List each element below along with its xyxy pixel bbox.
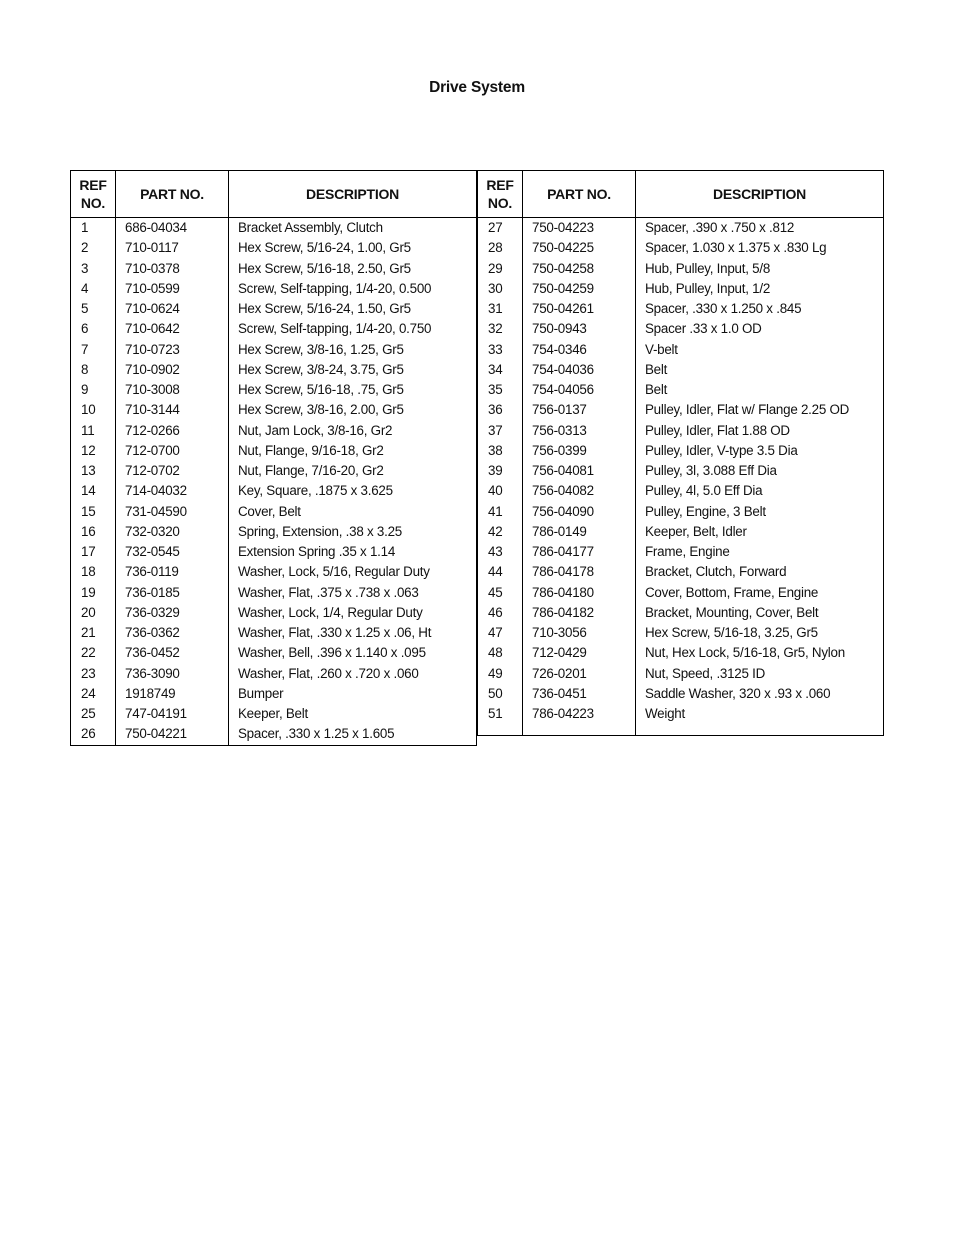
description-header: DESCRIPTION [229,171,477,218]
table-row [478,380,884,400]
table-row [478,562,884,582]
table-row [71,502,477,522]
description-cell: Screw, Self-tapping, 1/4-20, 0.750 [229,319,477,339]
part-no-cell: 736-0451 [523,684,636,704]
table-row [478,319,884,339]
empty-cell [636,724,884,736]
part-no-cell: 726-0201 [523,664,636,684]
part-no-cell: 732-0545 [116,542,229,562]
ref-no-cell: 33 [478,340,523,360]
ref-no-cell: 2 [71,238,116,258]
ref-no-cell: 10 [71,400,116,420]
description-cell: Bracket, Clutch, Forward [636,562,884,582]
ref-no-cell: 49 [478,664,523,684]
description-cell: Hub, Pulley, Input, 5/8 [636,259,884,279]
ref-no-cell: 30 [478,279,523,299]
part-no-cell: 750-04258 [523,259,636,279]
ref-no-cell: 44 [478,562,523,582]
ref-no-cell: 14 [71,481,116,501]
description-cell: Washer, Flat, .375 x .738 x .063 [229,583,477,603]
table-row [478,522,884,542]
ref-header-line2: NO. [487,195,513,211]
description-cell: Pulley, Idler, Flat w/ Flange 2.25 OD [636,400,884,420]
description-header: DESCRIPTION [636,171,884,218]
part-no-cell: 786-04182 [523,603,636,623]
ref-no-cell: 51 [478,704,523,724]
table-header-row [478,171,884,218]
table-row [71,481,477,501]
empty-cell [478,724,523,736]
table-row [71,360,477,380]
description-cell: Saddle Washer, 320 x .93 x .060 [636,684,884,704]
part-no-cell: 786-0149 [523,522,636,542]
ref-no-cell: 15 [71,502,116,522]
description-cell: Washer, Lock, 1/4, Regular Duty [229,603,477,623]
table-row [478,238,884,258]
part-no-cell: 710-3008 [116,380,229,400]
table-row [71,380,477,400]
description-cell: Washer, Flat, .260 x .720 x .060 [229,664,477,684]
table-row [478,441,884,461]
part-no-cell: 750-04225 [523,238,636,258]
ref-header-line1: REF [486,177,514,193]
ref-no-cell: 18 [71,562,116,582]
description-cell: Spacer, .390 x .750 x .812 [636,218,884,239]
description-cell: Nut, Jam Lock, 3/8-16, Gr2 [229,421,477,441]
description-cell: Hub, Pulley, Input, 1/2 [636,279,884,299]
ref-no-cell: 5 [71,299,116,319]
part-no-cell: 747-04191 [116,704,229,724]
ref-no-cell: 16 [71,522,116,542]
ref-no-cell: 35 [478,380,523,400]
table-row [478,461,884,481]
table-row [478,603,884,623]
table-row [71,603,477,623]
table-row [71,461,477,481]
part-no-cell: 712-0429 [523,643,636,663]
description-cell: Washer, Flat, .330 x 1.25 x .06, Ht [229,623,477,643]
part-no-cell: 686-04034 [116,218,229,239]
part-no-cell: 710-0902 [116,360,229,380]
ref-no-cell: 48 [478,643,523,663]
ref-no-cell: 47 [478,623,523,643]
part-no-cell: 710-3056 [523,623,636,643]
table-row [478,481,884,501]
part-no-header: PART NO. [116,171,229,218]
part-no-cell: 750-0943 [523,319,636,339]
table-row [71,340,477,360]
part-no-cell: 756-04081 [523,461,636,481]
ref-no-cell: 50 [478,684,523,704]
table-row [71,664,477,684]
table-row [478,542,884,562]
part-no-cell: 756-0137 [523,400,636,420]
description-cell: Screw, Self-tapping, 1/4-20, 0.500 [229,279,477,299]
description-cell: Pulley, Engine, 3 Belt [636,502,884,522]
description-cell: Keeper, Belt [229,704,477,724]
ref-no-header [478,171,523,218]
ref-no-cell: 6 [71,319,116,339]
description-cell: Cover, Bottom, Frame, Engine [636,583,884,603]
ref-no-cell: 20 [71,603,116,623]
description-cell: Nut, Flange, 7/16-20, Gr2 [229,461,477,481]
part-no-cell: 710-0642 [116,319,229,339]
part-no-header: PART NO. [523,171,636,218]
description-cell: Hex Screw, 3/8-24, 3.75, Gr5 [229,360,477,380]
ref-no-cell: 26 [71,724,116,745]
ref-no-cell: 17 [71,542,116,562]
part-no-cell: 712-0700 [116,441,229,461]
ref-no-cell: 34 [478,360,523,380]
part-no-cell: 754-04056 [523,380,636,400]
table-body [71,218,477,746]
ref-no-cell: 38 [478,441,523,461]
parts-table-left [70,170,477,746]
ref-no-cell: 1 [71,218,116,239]
part-no-cell: 710-0723 [116,340,229,360]
table-header-row [71,171,477,218]
table-row [71,684,477,704]
part-no-cell: 754-04036 [523,360,636,380]
description-cell: Pulley, 4l, 5.0 Eff Dia [636,481,884,501]
part-no-cell: 710-0378 [116,259,229,279]
part-no-cell: 732-0320 [116,522,229,542]
table-row [478,623,884,643]
ref-no-cell: 11 [71,421,116,441]
description-cell: Frame, Engine [636,542,884,562]
ref-no-cell: 9 [71,380,116,400]
table-row [478,664,884,684]
description-cell: Weight [636,704,884,724]
table-row [71,623,477,643]
table-filler-row [478,724,884,736]
description-cell: Pulley, Idler, V-type 3.5 Dia [636,441,884,461]
table-row [478,583,884,603]
part-no-cell: 786-04178 [523,562,636,582]
ref-no-cell: 28 [478,238,523,258]
ref-no-cell: 32 [478,319,523,339]
table-row [478,643,884,663]
table-row [478,340,884,360]
ref-no-cell: 25 [71,704,116,724]
description-cell: Washer, Lock, 5/16, Regular Duty [229,562,477,582]
description-cell: Pulley, 3l, 3.088 Eff Dia [636,461,884,481]
part-no-cell: 710-0117 [116,238,229,258]
ref-no-cell: 36 [478,400,523,420]
table-row [71,238,477,258]
description-cell: Extension Spring .35 x 1.14 [229,542,477,562]
part-no-cell: 736-0119 [116,562,229,582]
ref-no-cell: 24 [71,684,116,704]
part-no-cell: 712-0702 [116,461,229,481]
part-no-cell: 710-3144 [116,400,229,420]
ref-no-cell: 7 [71,340,116,360]
part-no-cell: 712-0266 [116,421,229,441]
part-no-cell: 786-04180 [523,583,636,603]
ref-no-cell: 37 [478,421,523,441]
ref-no-cell: 23 [71,664,116,684]
table-row [71,583,477,603]
description-cell: Belt [636,380,884,400]
description-cell: Washer, Bell, .396 x 1.140 x .095 [229,643,477,663]
description-cell: Hex Screw, 5/16-18, 2.50, Gr5 [229,259,477,279]
ref-no-header [71,171,116,218]
description-cell: Hex Screw, 5/16-18, 3.25, Gr5 [636,623,884,643]
table-row [478,360,884,380]
parts-table-right [477,170,884,736]
table-row [71,562,477,582]
part-no-cell: 736-3090 [116,664,229,684]
table-row [478,259,884,279]
ref-header-line1: REF [79,177,107,193]
description-cell: Bracket, Mounting, Cover, Belt [636,603,884,623]
ref-no-cell: 22 [71,643,116,663]
description-cell: Nut, Flange, 9/16-18, Gr2 [229,441,477,461]
part-no-cell: 786-04177 [523,542,636,562]
ref-no-cell: 39 [478,461,523,481]
ref-no-cell: 27 [478,218,523,239]
part-no-cell: 756-04090 [523,502,636,522]
description-cell: Spacer, .330 x 1.25 x 1.605 [229,724,477,745]
part-no-cell: 756-0313 [523,421,636,441]
description-cell: Spacer .33 x 1.0 OD [636,319,884,339]
table-row [71,724,477,745]
table-row [71,542,477,562]
part-no-cell: 736-0329 [116,603,229,623]
description-cell: Bumper [229,684,477,704]
part-no-cell: 710-0624 [116,299,229,319]
table-row [478,704,884,724]
ref-no-cell: 12 [71,441,116,461]
ref-no-cell: 4 [71,279,116,299]
ref-no-cell: 46 [478,603,523,623]
table-row [71,704,477,724]
description-cell: Nut, Speed, .3125 ID [636,664,884,684]
ref-no-cell: 19 [71,583,116,603]
ref-no-cell: 41 [478,502,523,522]
ref-no-cell: 31 [478,299,523,319]
description-cell: Cover, Belt [229,502,477,522]
part-no-cell: 1918749 [116,684,229,704]
ref-no-cell: 13 [71,461,116,481]
description-cell: Hex Screw, 5/16-24, 1.50, Gr5 [229,299,477,319]
part-no-cell: 736-0452 [116,643,229,663]
part-no-cell: 736-0362 [116,623,229,643]
table-row [478,299,884,319]
part-no-cell: 750-04223 [523,218,636,239]
table-row [71,299,477,319]
description-cell: Hex Screw, 5/16-24, 1.00, Gr5 [229,238,477,258]
table-row [478,502,884,522]
part-no-cell: 756-04082 [523,481,636,501]
empty-cell [523,724,636,736]
description-cell: Pulley, Idler, Flat 1.88 OD [636,421,884,441]
ref-no-cell: 40 [478,481,523,501]
table-row [478,279,884,299]
ref-no-cell: 43 [478,542,523,562]
table-row [478,218,884,239]
part-no-cell: 731-04590 [116,502,229,522]
description-cell: Spacer, .330 x 1.250 x .845 [636,299,884,319]
description-cell: Bracket Assembly, Clutch [229,218,477,239]
ref-no-cell: 8 [71,360,116,380]
description-cell: Hex Screw, 3/8-16, 1.25, Gr5 [229,340,477,360]
table-row [71,259,477,279]
part-no-cell: 754-0346 [523,340,636,360]
table-row [71,218,477,239]
ref-no-cell: 21 [71,623,116,643]
part-no-cell: 756-0399 [523,441,636,461]
description-cell: Spacer, 1.030 x 1.375 x .830 Lg [636,238,884,258]
description-cell: Belt [636,360,884,380]
part-no-cell: 714-04032 [116,481,229,501]
table-row [478,421,884,441]
description-cell: Keeper, Belt, Idler [636,522,884,542]
table-row [478,400,884,420]
description-cell: Hex Screw, 3/8-16, 2.00, Gr5 [229,400,477,420]
description-cell: Key, Square, .1875 x 3.625 [229,481,477,501]
table-row [71,421,477,441]
ref-no-cell: 45 [478,583,523,603]
description-cell: Nut, Hex Lock, 5/16-18, Gr5, Nylon [636,643,884,663]
description-cell: Hex Screw, 5/16-18, .75, Gr5 [229,380,477,400]
table-row [71,279,477,299]
part-no-cell: 710-0599 [116,279,229,299]
part-no-cell: 750-04261 [523,299,636,319]
table-row [71,522,477,542]
ref-no-cell: 29 [478,259,523,279]
part-no-cell: 750-04259 [523,279,636,299]
ref-no-cell: 3 [71,259,116,279]
part-no-cell: 750-04221 [116,724,229,745]
table-row [478,684,884,704]
table-row [71,319,477,339]
table-body [478,218,884,736]
table-row [71,643,477,663]
part-no-cell: 736-0185 [116,583,229,603]
page-title: Drive System [429,79,525,96]
description-cell: V-belt [636,340,884,360]
table-row [71,400,477,420]
ref-no-cell: 42 [478,522,523,542]
ref-header-line2: NO. [80,195,106,211]
part-no-cell: 786-04223 [523,704,636,724]
description-cell: Spring, Extension, .38 x 3.25 [229,522,477,542]
table-row [71,441,477,461]
